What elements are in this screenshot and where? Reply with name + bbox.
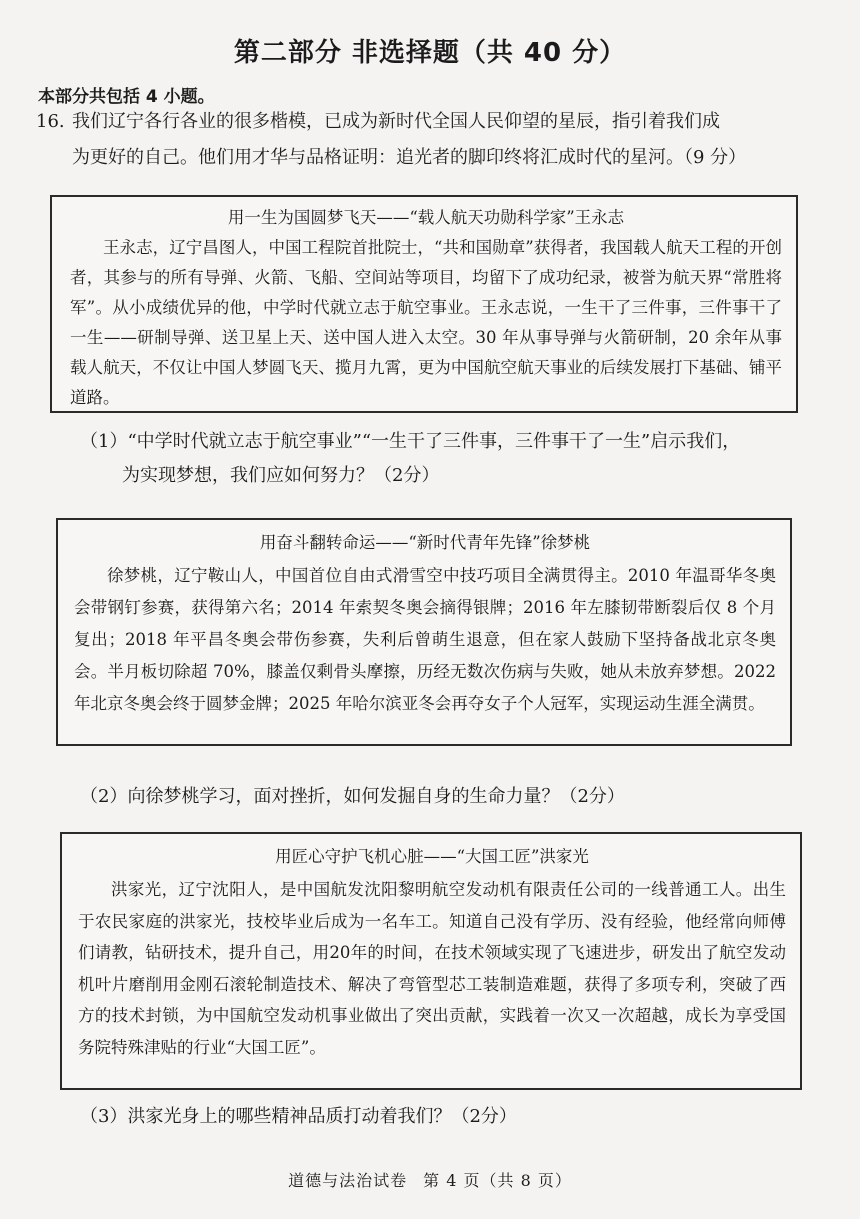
material-box-3 [60, 832, 802, 1090]
material-box-1 [50, 195, 798, 413]
question-16-line1 [36, 104, 806, 140]
material-3-title: 用匠心守护飞机心脏——“大国工匠”洪家光 [275, 847, 589, 866]
footer-page-number: 第 4 页（共 8 页） [423, 1171, 572, 1190]
question-number: 16. [36, 111, 65, 132]
material-2-title: 用奋斗翻转命运——“新时代青年先锋”徐梦桃 [259, 533, 591, 552]
material-1-body: 王永志，辽宁昌图人，中国工程院首批院士，“共和国勋章”获得者，我国载人航天工程的开创者，其参与的所有导弹、火箭、飞船、空间站等项目，均留下了成功纪录，被誉为航天界“常胜将军”。从小成绩优异的他，中学时代就立志于航空事业。王永志说，一生干了三件事，三件事干了一生——研制导弹、送卫星上天、送中国人进入太空。30 年从事导弹与火箭研制，20 余年从事载人航天，不仅让中国人梦圆飞天、揽月九霄，更为中国航空航天事业的后续发展打下基础、铺平道路。 [70, 238, 782, 407]
question-16-text-1: 我们辽宁各行各业的很多楷模，已成为新时代全国人民仰望的星辰，指引着我们成 [72, 111, 720, 132]
material-box-2 [56, 518, 792, 746]
subquestion-1 [80, 425, 800, 493]
question-16 [36, 104, 806, 176]
subquestion-1-line1: （1）“中学时代就立志于航空事业”“一生干了三件事，三件事干了一生”启示我们， [80, 431, 741, 452]
subquestion-1-line2: 为实现梦想，我们应如何努力？（2分） [122, 465, 440, 486]
footer-subject: 道德与法治试卷 [288, 1171, 408, 1190]
material-3-body: 洪家光，辽宁沈阳人，是中国航发沈阳黎明航空发动机有限责任公司的一线普通工人。出生于农民家庭的洪家光，技校毕业后成为一名车工。知道自己没有学历、没有经验，他经常向师傅们请教，钻研技术，提升自己，用20年的时间，在技术领域实现了飞速进步，研发出了航空发动机叶片磨削用金刚石滚轮制造技术、解决了弯管型芯工装制造难题，获得了多项专利，突破了西方的技术封锁，为中国航空发动机事业做出了突出贡献，实践着一次又一次超越，成长为享受国务院特殊津贴的行业“大国工匠”。 [78, 880, 786, 1057]
section-intro: 本部分共包括 4 小题。 [38, 87, 215, 107]
question-16-text-2: 为更好的自己。他们用才华与品格证明：追光者的脚印终将汇成时代的星河。（9 分） [72, 147, 747, 168]
subquestion-3: （3）洪家光身上的哪些精神品质打动着我们？（2分） [80, 1106, 517, 1127]
subquestion-2: （2）向徐梦桃学习，面对挫折，如何发掘自身的生命力量？（2分） [80, 786, 625, 807]
section-title: 第二部分 非选择题（共 40 分） [233, 38, 627, 68]
page-footer [0, 1168, 860, 1191]
material-1-title: 用一生为国圆梦飞天——“载人航天功勋科学家”王永志 [227, 208, 625, 227]
material-2-body: 徐梦桃，辽宁鞍山人，中国首位自由式滑雪空中技巧项目全满贯得主。2010 年温哥华冬奥会带钢钉参赛，获得第六名；2014 年索契冬奥会摘得银牌；2016 年左膝韧带断裂后仅 8 个月复出；2018 年平昌冬奥会带伤参赛，失利后曾萌生退意，但在家人鼓励下坚持备战北京冬奥会。半月板切除超 70%，膝盖仅剩骨头摩擦，历经无数次伤病与失败，她从未放弃梦想。2022 年北京冬奥会终于圆梦金牌；2025 年哈尔滨亚冬会再夺女子个人冠军，实现运动生涯全满贯。 [74, 566, 776, 713]
